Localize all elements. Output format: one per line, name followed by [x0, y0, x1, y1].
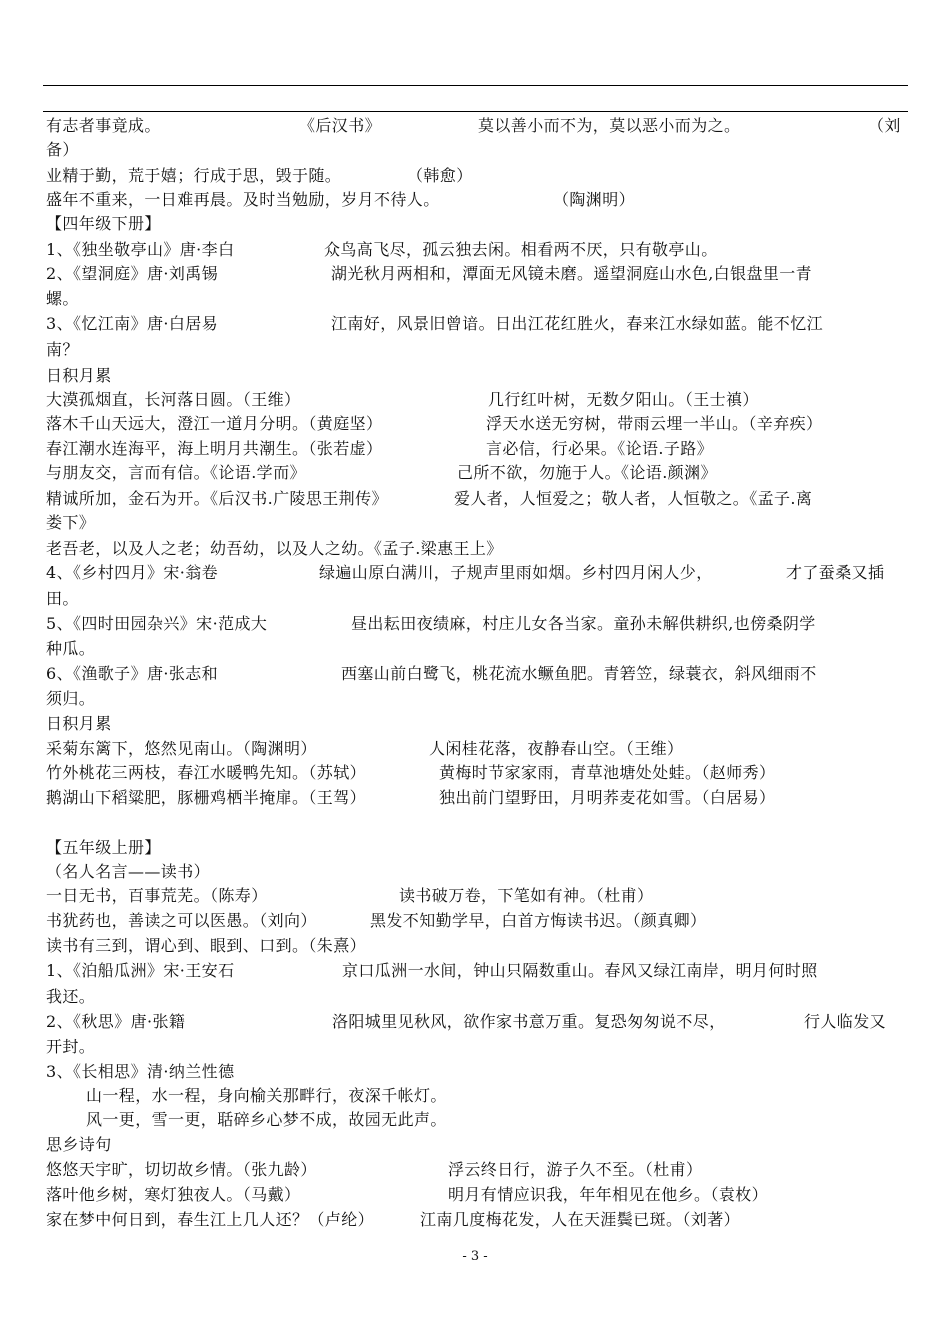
text-line: [46, 212, 912, 236]
text-segment: 读书有三到，谓心到、眼到、口到。（朱熹）: [46, 936, 367, 955]
text-line: [46, 712, 912, 736]
text-segment: 3、《长相思》清·纳兰性德: [46, 1062, 235, 1081]
text-line: [46, 1010, 912, 1034]
text-segment: 湖光秋月两相和，潭面无风镜未磨。遥望洞庭山水色,白银盘里一青: [331, 264, 813, 283]
text-line: [46, 909, 912, 933]
text-segment: 4、《乡村四月》宋·翁卷: [46, 563, 219, 582]
text-line: [46, 737, 912, 761]
text-line: [46, 1035, 912, 1059]
text-segment: 洛阳城里见秋风，欲作家书意万重。复恐匆匆说不尽，: [332, 1012, 726, 1031]
text-segment: 【四年级下册】: [46, 214, 161, 233]
text-line: [46, 364, 912, 388]
text-segment: 螺。: [46, 289, 79, 308]
page-number: - 3 -: [462, 1249, 488, 1264]
text-segment: 山一程，水一程，身向榆关那畔行，夜深千帐灯。: [86, 1086, 447, 1105]
text-line: [46, 860, 912, 884]
text-line: [46, 1183, 912, 1207]
text-segment: 与朋友交，言而有信。《论语.学而》: [46, 463, 306, 482]
text-segment: 昼出耘田夜绩麻，村庄儿女各当家。童孙未解供耕织,也傍桑阴学: [351, 614, 816, 633]
text-segment: （名人名言——读书）: [46, 862, 211, 881]
text-segment: 6、《渔歌子》唐·张志和: [46, 664, 219, 683]
text-segment: 风一更，雪一更，聒碎乡心梦不成，故园无此声。: [86, 1110, 447, 1129]
text-line: [46, 985, 912, 1009]
text-segment: （刘: [868, 116, 901, 135]
text-segment: 几行红叶树，无数夕阳山。（王士禛）: [488, 390, 759, 409]
text-line: [46, 338, 912, 362]
header-rule-bottom: [43, 111, 908, 112]
text-line: [46, 164, 912, 188]
text-segment: 落叶他乡树，寒灯独夜人。（马戴）: [46, 1185, 301, 1204]
text-segment: 5、《四时田园杂兴》宋·范成大: [46, 614, 268, 633]
text-segment: 备）: [46, 140, 79, 159]
text-segment: 众鸟高飞尽，孤云独去闲。相看两不厌，只有敬亭山。: [324, 240, 718, 259]
text-segment: 一日无书，百事荒芜。（陈寿）: [46, 886, 268, 905]
text-line: [46, 836, 912, 860]
text-line: [46, 884, 912, 908]
text-line: [46, 687, 912, 711]
text-segment: 行人临发又: [804, 1012, 887, 1031]
text-segment: 日积月累: [46, 714, 112, 733]
text-line: [46, 262, 912, 286]
text-segment: 竹外桃花三两枝，春江水暖鸭先知。（苏轼）: [46, 763, 367, 782]
text-segment: 鹅湖山下稻粱肥，豚栅鸡栖半掩扉。（王驾）: [46, 788, 367, 807]
text-segment: 绿遍山原白满川，子规声里雨如烟。乡村四月闲人少，: [319, 563, 713, 582]
text-segment: 书犹药也，善读之可以医愚。（刘向）: [46, 911, 317, 930]
text-line: [46, 138, 912, 162]
text-line: [46, 786, 912, 810]
text-segment: 浮天水送无穷树，带雨云埋一半山。（辛弃疾）: [486, 414, 823, 433]
text-line: [46, 537, 912, 561]
text-segment: 2、《秋思》唐·张籍: [46, 1012, 186, 1031]
text-segment: 有志者事竟成。: [46, 116, 161, 135]
text-line: [46, 487, 912, 511]
text-segment: 江南好，风景旧曾谙。日出江花红胜火，春来江水绿如蓝。能不忆江: [331, 314, 824, 333]
header-rule-top: [43, 85, 908, 86]
text-segment: 须归。: [46, 689, 96, 708]
text-line: [46, 461, 912, 485]
text-segment: 明月有情应识我，年年相见在他乡。（袁枚）: [448, 1185, 769, 1204]
text-line: [46, 1133, 912, 1157]
text-line: [46, 312, 912, 336]
text-segment: 黑发不知勤学早，白首方悔读书迟。（颜真卿）: [370, 911, 707, 930]
text-line: [46, 287, 912, 311]
text-segment: 家在梦中何日到，春生江上几人还？（卢纶）: [46, 1210, 375, 1229]
text-segment: 爱人者，人恒爱之；敬人者，人恒敬之。《孟子.离: [454, 489, 813, 508]
text-segment: 人闲桂花落，夜静春山空。（王维）: [429, 739, 684, 758]
text-segment: 京口瓜洲一水间，钟山只隔数重山。春风又绿江南岸，明月何时照: [342, 961, 818, 980]
text-line: [46, 934, 912, 958]
text-line: [46, 612, 912, 636]
text-segment: 浮云终日行，游子久不至。（杜甫）: [448, 1160, 703, 1179]
text-line: [46, 1084, 912, 1108]
text-segment: 我还。: [46, 987, 96, 1006]
text-line: [46, 662, 912, 686]
text-segment: 《后汉书》: [299, 116, 382, 135]
text-line: [46, 959, 912, 983]
text-line: [46, 1208, 912, 1232]
text-segment: 南？: [46, 340, 79, 359]
text-segment: 3、《忆江南》唐·白居易: [46, 314, 219, 333]
text-segment: 采菊东篱下，悠然见南山。（陶渊明）: [46, 739, 317, 758]
text-line: [46, 1158, 912, 1182]
text-segment: 悠悠天宇旷，切切故乡情。（张九龄）: [46, 1160, 317, 1179]
text-segment: 娄下》: [46, 513, 96, 532]
text-segment: 读书破万卷，下笔如有神。（杜甫）: [399, 886, 654, 905]
text-line: [46, 511, 912, 535]
text-segment: （韩愈）: [407, 166, 473, 185]
text-line: [46, 238, 912, 262]
text-segment: 业精于勤，荒于嬉；行成于思，毁于随。: [46, 166, 342, 185]
text-line: [46, 1060, 912, 1084]
text-segment: 春江潮水连海平，海上明月共潮生。（张若虚）: [46, 439, 383, 458]
text-segment: 落木千山天远大，澄江一道月分明。（黄庭坚）: [46, 414, 383, 433]
text-line: [46, 114, 912, 138]
text-segment: 黄梅时节家家雨，青草池塘处处蛙。（赵师秀）: [439, 763, 776, 782]
text-segment: 盛年不重来，一日难再晨。及时当勉励，岁月不待人。: [46, 190, 440, 209]
text-segment: 己所不欲，勿施于人。《论语.颜渊》: [457, 463, 717, 482]
text-segment: 种瓜。: [46, 639, 96, 658]
text-line: [46, 761, 912, 785]
text-segment: 言必信，行必果。《论语.子路》: [486, 439, 714, 458]
text-segment: （陶渊明）: [553, 190, 636, 209]
text-segment: 精诚所加，金石为开。《后汉书.广陵思王荆传》: [46, 489, 388, 508]
text-line: [46, 587, 912, 611]
text-line: [46, 637, 912, 661]
text-segment: 1、《独坐敬亭山》唐·李白: [46, 240, 235, 259]
text-segment: 开封。: [46, 1037, 96, 1056]
text-segment: 1、《泊船瓜洲》宋·王安石: [46, 961, 235, 980]
text-segment: 田。: [46, 589, 79, 608]
text-segment: 江南几度梅花发，人在天涯鬓已斑。（刘著）: [420, 1210, 741, 1229]
text-line: [46, 188, 912, 212]
text-line: [46, 388, 912, 412]
text-line: [46, 561, 912, 585]
text-line: [46, 437, 912, 461]
text-line: [46, 1108, 912, 1132]
text-segment: 老吾老，以及人之老；幼吾幼，以及人之幼。《孟子.梁惠王上》: [46, 539, 503, 558]
text-segment: 西塞山前白鹭飞，桃花流水鳜鱼肥。青箬笠，绿蓑衣，斜风细雨不: [341, 664, 817, 683]
text-segment: 思乡诗句: [46, 1135, 112, 1154]
text-segment: 【五年级上册】: [46, 838, 161, 857]
text-line: [46, 412, 912, 436]
text-segment: 莫以善小而不为，莫以恶小而为之。: [478, 116, 741, 135]
text-segment: 独出前门望野田，月明荞麦花如雪。（白居易）: [439, 788, 776, 807]
text-segment: 才了蚕桑又插: [786, 563, 885, 582]
text-segment: 大漠孤烟直，长河落日圆。（王维）: [46, 390, 301, 409]
text-segment: 2、《望洞庭》唐·刘禹锡: [46, 264, 219, 283]
text-segment: 日积月累: [46, 366, 112, 385]
